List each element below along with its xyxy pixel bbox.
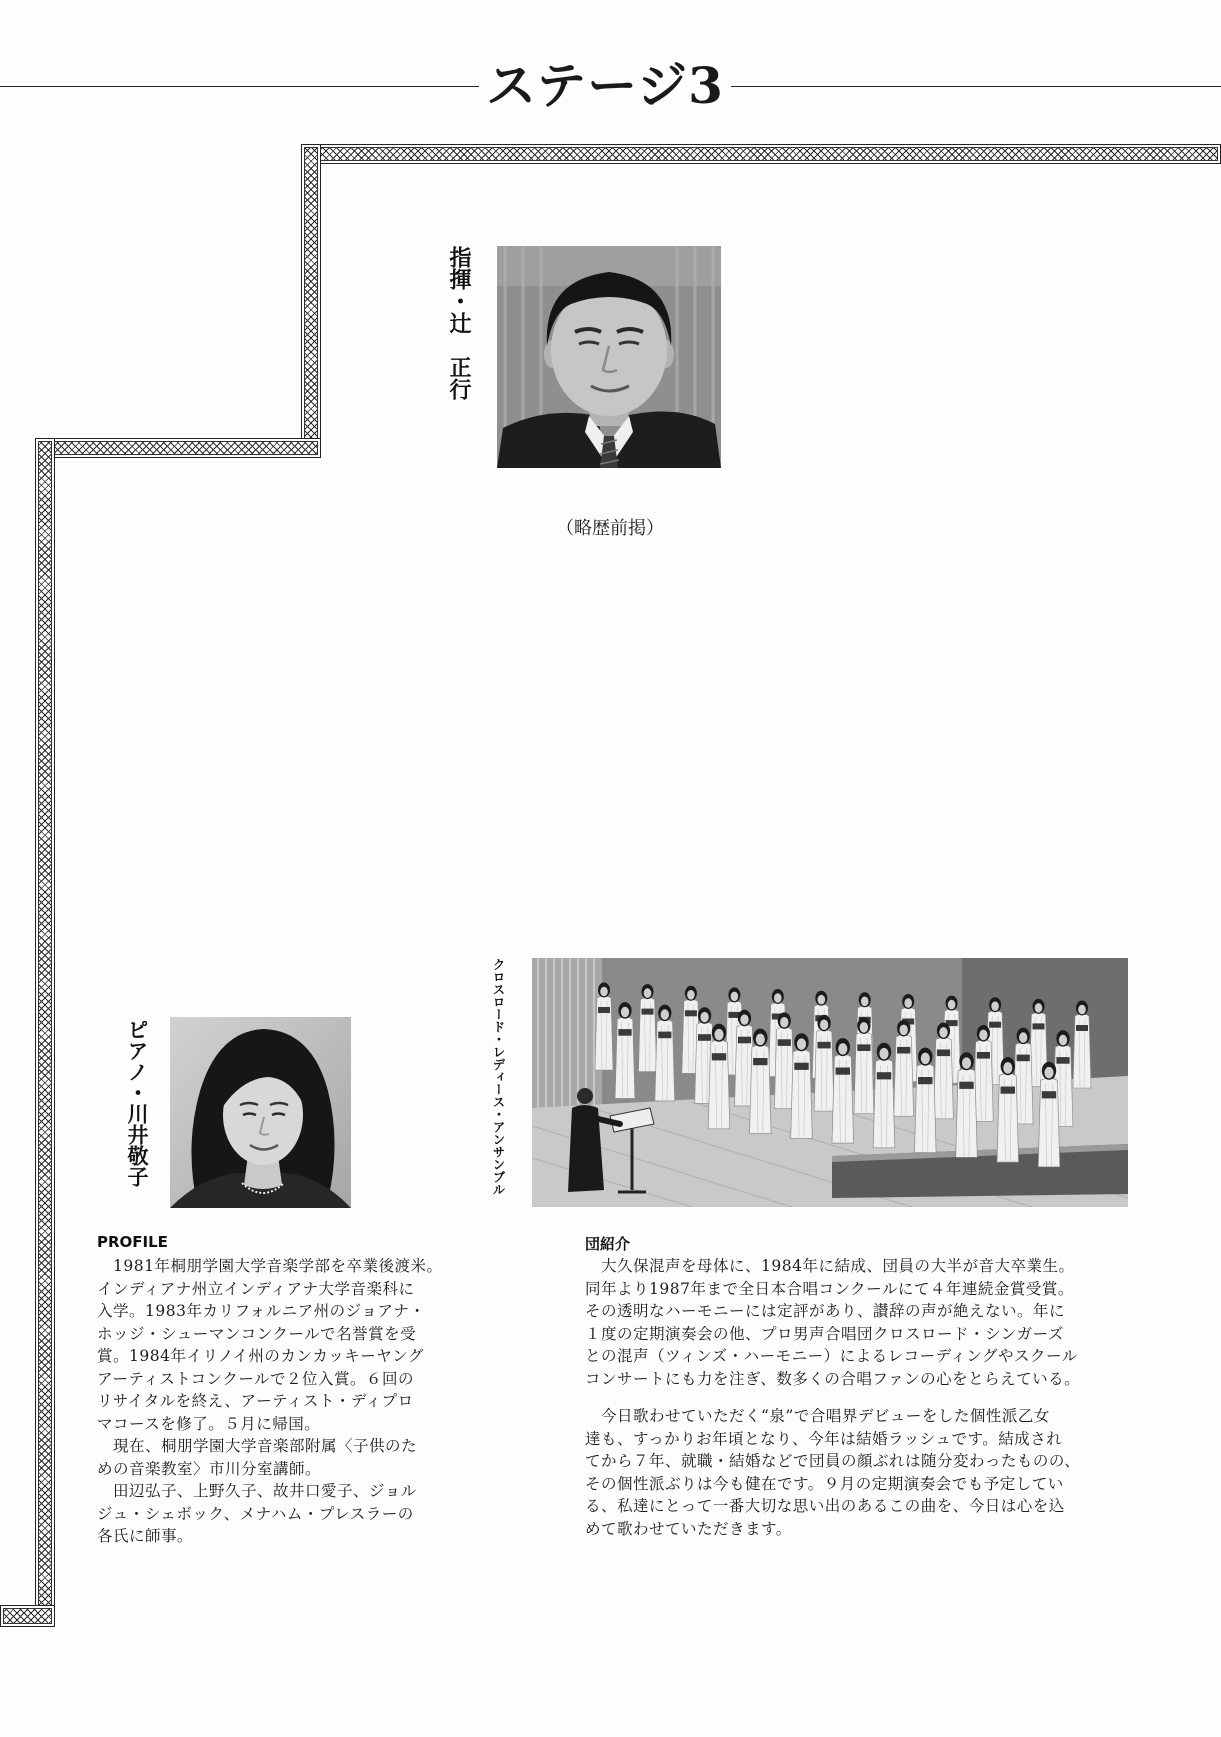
group-intro-line: てから７年、就職・結婚などで団員の顔ぶれは随分変わったものの、 <box>585 1452 1081 1470</box>
border-upper-vertical-band <box>301 144 321 458</box>
group-intro-line: との混声（ツィンズ・ハーモニー）によるレコーディングやスクール <box>585 1347 1078 1365</box>
group-intro-line: 同年より1987年まで全日本合唱コンクールにて４年連続金賞受賞。 <box>585 1279 1074 1298</box>
border-left-vertical-band <box>35 438 55 1627</box>
border-top-band <box>301 144 1221 164</box>
group-intro-line: る、私達にとって一番大切な思い出のあるこの曲を、今日は心を込 <box>585 1497 1065 1515</box>
group-intro-paragraph-2 <box>585 1405 1080 1540</box>
pianist-photo <box>170 1017 351 1208</box>
conductor-label: 指揮・辻 正行 <box>446 246 471 400</box>
page-title: ステージ3 <box>486 56 724 115</box>
group-intro-line: その透明なハーモニーには定評があり、讃辞の声が絶えない。年に <box>585 1302 1066 1320</box>
title-rule-left <box>0 86 479 87</box>
profile-line: ジュ・シェボック、メナハム・プレスラーの <box>97 1504 414 1523</box>
profile-line: インディアナ州立インディアナ大学音楽科に <box>97 1279 415 1298</box>
title-rule-right <box>731 86 1221 87</box>
border-bottom-band <box>0 1605 55 1627</box>
profile-heading: PROFILE <box>97 1233 168 1251</box>
profile-text <box>97 1255 442 1548</box>
profile-line: 入学。1983年カリフォルニア州のジョアナ・ <box>97 1302 426 1320</box>
profile-line: 賞。1984年イリノイ州のカンカッキーヤング <box>97 1347 424 1365</box>
group-intro-line: コンサートにも力を注ぎ、数多くの合唱ファンの心をとらえている。 <box>585 1369 1081 1388</box>
group-intro-line: その個性派ぶりは今も健在です。９月の定期演奏会でも予定してい <box>585 1474 1064 1493</box>
profile-line: めの音楽教室〉市川分室講師。 <box>97 1459 322 1478</box>
group-intro-line: １度の定期演奏会の他、プロ男声合唱団クロスロード・シンガーズ <box>585 1324 1064 1343</box>
profile-line: 各氏に師事。 <box>97 1527 194 1545</box>
profile-line: アーティストコンクールで２位入賞。６回の <box>97 1369 415 1388</box>
border-middle-band <box>35 438 321 458</box>
group-intro-paragraph-1 <box>585 1255 1080 1390</box>
profile-line: リサイタルを終え、アーティスト・ディプロ <box>97 1392 414 1410</box>
conductor-caption: （略歴前掲） <box>556 518 664 539</box>
group-intro-line: 今日歌わせていただく“泉”で合唱界デビューをした個性派乙女 <box>601 1407 1050 1425</box>
group-intro-text <box>585 1255 1080 1540</box>
profile-line: 1981年桐朋学園大学音楽学部を卒業後渡米。 <box>113 1257 443 1275</box>
profile-line: マコースを修了。５月に帰国。 <box>97 1414 321 1433</box>
pianist-label: ピアノ・川井敬子 <box>125 1019 149 1187</box>
profile-line: 田辺弘子、上野久子、故井口愛子、ジョル <box>113 1482 417 1500</box>
group-intro-line: めて歌わせていただきます。 <box>585 1519 792 1538</box>
choir-label: クロスロード・レディース・アンサンブル <box>491 958 506 1196</box>
choir-photo <box>532 958 1128 1207</box>
profile-line: ホッジ・シューマンコンクールで名誉賞を受 <box>97 1324 417 1343</box>
group-intro-heading: 団紹介 <box>585 1235 631 1253</box>
profile-line: 現在、桐朋学園大学音楽部附属〈子供のた <box>113 1437 418 1455</box>
group-intro-line: 大久保混声を母体に、1984年に結成、団員の大半が音大卒業生。 <box>601 1257 1075 1275</box>
conductor-photo <box>497 246 721 468</box>
group-intro-line: 達も、すっかりお年頃となり、今年は結婚ラッシュです。結成され <box>585 1429 1063 1448</box>
